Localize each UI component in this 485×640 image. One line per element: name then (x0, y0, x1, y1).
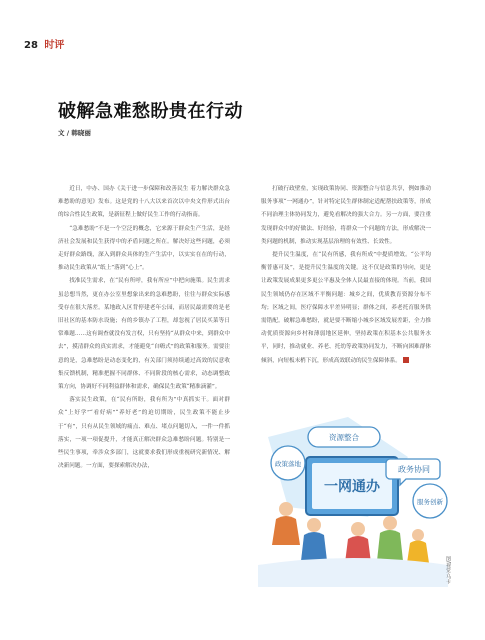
svg-text:政务协同: 政务协同 (398, 465, 430, 474)
paragraph: 找准民生需求，在“民有所呼，我有所应”中把向施策。民生需求虽总想当然，更在办公室里想象出来的急难愁盼，往往与群众实际感受存在很大落差。某地政入区背停建老年公园，而居民最需要的是老旧社区的基本防水设施；有的乡镇办了工程，却忽视了居民买菜等日常难题……这有调查就没有发言权，只有坚持“从群众中来，到群众中去”，摸清群众的真实需求，才能避免“自嗨式”的政策和服务。需要注意的是，急难愁盼是动态变化的，有关部门须持续通过高效的民意收集反馈机制，精准把握不同群体、不同阶段的核心需求，动态调整政策方向，协调好不同利益群体和需求，确保民生政策“精准滴灌”。 (58, 278, 230, 391)
bubble-service-innovation (413, 484, 447, 518)
svg-text:资源整合: 资源整合 (329, 433, 359, 442)
article-title: 破解急难愁盼贵在行动 (58, 101, 243, 122)
paragraph: “急难愁盼”不是一个空泛的概念，它来源于群众生产生活，是经济社会发展和民生获得中的矛盾问题之所在。解决好这些问题，必须走好群众路线，深入到群众具体的生产生活中，以实实在在的行动，推动民生政策从“纸上”落到“心上”。 (58, 225, 230, 272)
bubble-policy-landing (271, 446, 305, 480)
illustration-credit: 图/视觉·马卡 (445, 556, 451, 585)
bubble-resource-integration (308, 427, 380, 447)
article-column-left (58, 183, 230, 473)
article-column-right (261, 183, 431, 368)
paragraph: 近日，中办、国办《关于进一步保障和改善民生 着力解决群众急难愁盼的意见》发布。这是党的十八大以来首次以中央文件形式出台的综合性民生政策，是新征程上做好民生工作的行动指南。 (58, 186, 230, 219)
screen-label: 一网通办 (324, 479, 380, 495)
article-byline: 文 / 韩晓丽 (58, 129, 91, 137)
paragraph (261, 249, 431, 368)
page-header (24, 36, 64, 51)
svg-text:服务创新: 服务创新 (417, 498, 443, 506)
page-number: 28 (24, 40, 38, 51)
end-mark-icon (403, 357, 409, 363)
paragraph: 打破行政壁垒，实现政策协同、资源整合与信息共享，例如推动服务事项“一网通办”，针对特定民生群体制定适配帮扶政策等，形成不同治理主体协同发力，避免看解决的强大合力。另一方面，要注重发现群众中的好做法、好经验，将群众一个问题的方法，形成解决一类问题的机制，推动实现基层治理的有效性、长效性。 (261, 186, 431, 245)
paragraph: 落实民生政策，在“民有所盼，我有所为”中真抓实干。面对群众“上好学”“看好病”“养好老”的迫切期盼，民生政策不能止步于“有”，只有从民生领域的痛点、难点、堵点问题切入，一件一件抓落实，一项一项促提升，才能真正解决群众急难愁盼问题。特别是一些民生事项，牵涉众多部门，这就要求我们形成重视研究新情况、解决新问题。一方面，要探索解决办法， (58, 397, 230, 470)
illustration (258, 397, 448, 587)
svg-text:政策落地: 政策落地 (275, 460, 301, 468)
section-label: 时评 (44, 40, 65, 51)
ground-shape (258, 558, 448, 587)
paragraph-text: 提升民生温度，在“民有所感，我有所成”中提质增效。“公平均衡普惠可及”，是提升民生温度的关键。这不仅是政策的导向，更是让政策发展成果更多更公平惠及全体人民最直接的体现。当前，我国民生领域仍存在区域不平衡问题：城乡之间，优质教育资源分布不均；区域之间，医疗保障水平差异明显；群体之间，养老托育服务供需错配。破解急难愁盼，就是要不断缩小城乡区域发展差距，全力推动优质资源向乡村和薄弱地区延伸，坚持政策在积基本公共服务水平，同时，推动就业、养老、托幼等政策协同发力，不断向困难群体倾斜，向短板末梢下沉，形成高效联动的民生保障体系。 (261, 252, 431, 364)
